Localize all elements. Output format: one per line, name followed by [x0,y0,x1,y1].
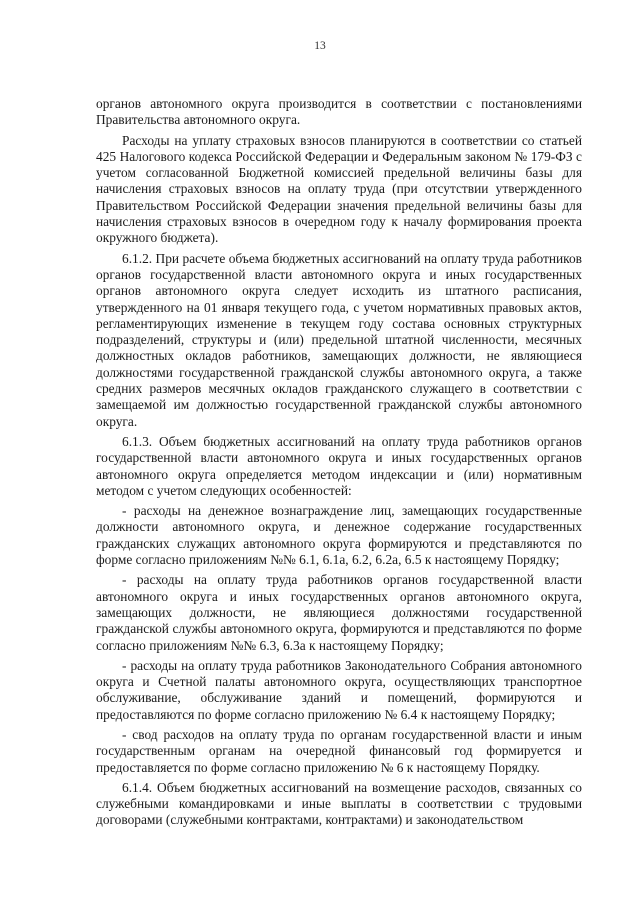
list-item-state-positions: - расходы на денежное вознаграждение лиц, замещающих государственные должности автономного округа, и денежное содержание государственных гражданских служащих автономного округа формируются и представляются по форме согласно приложениям №№ 6.1, 6.1а, 6.2, 6.2а, 6.5 к настоящему Порядку; [96,503,582,568]
paragraph-continuation: органов автономного округа производится в соответствии с постановлениями Правительства автономного округа. [96,96,582,128]
document-body [96,96,582,833]
paragraph-insurance-contributions: Расходы на уплату страховых взносов планируются в соответствии со статьей 425 Налогового кодекса Российской Федерации и Федеральным законом № 179-ФЗ с учетом согласованной Бюджетной комиссией предельной величины базы для начисления страховых взносов на оплату труда (при отсутствии утвержденного Правительством Российской Федерации значения предельной величины базы для начисления страховых взносов в очередном году к началу формирования проекта окружного бюджета). [96,132,582,246]
list-item-non-civil-service: - расходы на оплату труда работников органов государственной власти автономного округа и иных государственных органов автономного округа, замещающих должности, не являющиеся должностями государственной гражданской службы автономного округа, формируются и представляются по форме согласно приложениям №№ 6.3, 6.3а к настоящему Порядку; [96,572,582,653]
paragraph-6-1-4: 6.1.4. Объем бюджетных ассигнований на возмещение расходов, связанных со служебными командировками и иные выплаты в соответствии с трудовыми договорами (служебными контрактами, контрактами) и законодательством [96,779,582,828]
list-item-transport-service: - расходы на оплату труда работников Законодательного Собрания автономного округа и Счетной палаты автономного округа, осуществляющих транспортное обслуживание, обслуживание зданий и помещений, формируются и предоставляются по форме согласно приложению № 6.4 к настоящему Порядку; [96,657,582,722]
list-item-summary: - свод расходов на оплату труда по органам государственной власти и иным государственным органам на очередной финансовый год формируется и предоставляется по форме согласно приложению № 6 к настоящему Порядку. [96,726,582,775]
page-number: 13 [314,40,326,52]
paragraph-6-1-3: 6.1.3. Объем бюджетных ассигнований на оплату труда работников органов государственной власти автономного округа и иных государственных органов автономного округа определяется методом индексации и (или) нормативным методом с учетом следующих особенностей: [96,433,582,498]
paragraph-6-1-2: 6.1.2. При расчете объема бюджетных ассигнований на оплату труда работников органов государственной власти автономного округа и иных государственных органов автономного округа следует исходить из штатного расписания, утвержденного на 01 января текущего года, с учетом нормативных правовых актов, регламентирующих изменение в текущем году состава основных структурных подразделений, структуры и (или) предельной штатной численности, месячных должностных окладов работников, замещающих должности, не являющиеся должностями государственной гражданской службы автономного округа, а также средних размеров месячных окладов гражданского служащего в соответствии с замещаемой им должностью государственной гражданской службы автономного округа. [96,250,582,429]
